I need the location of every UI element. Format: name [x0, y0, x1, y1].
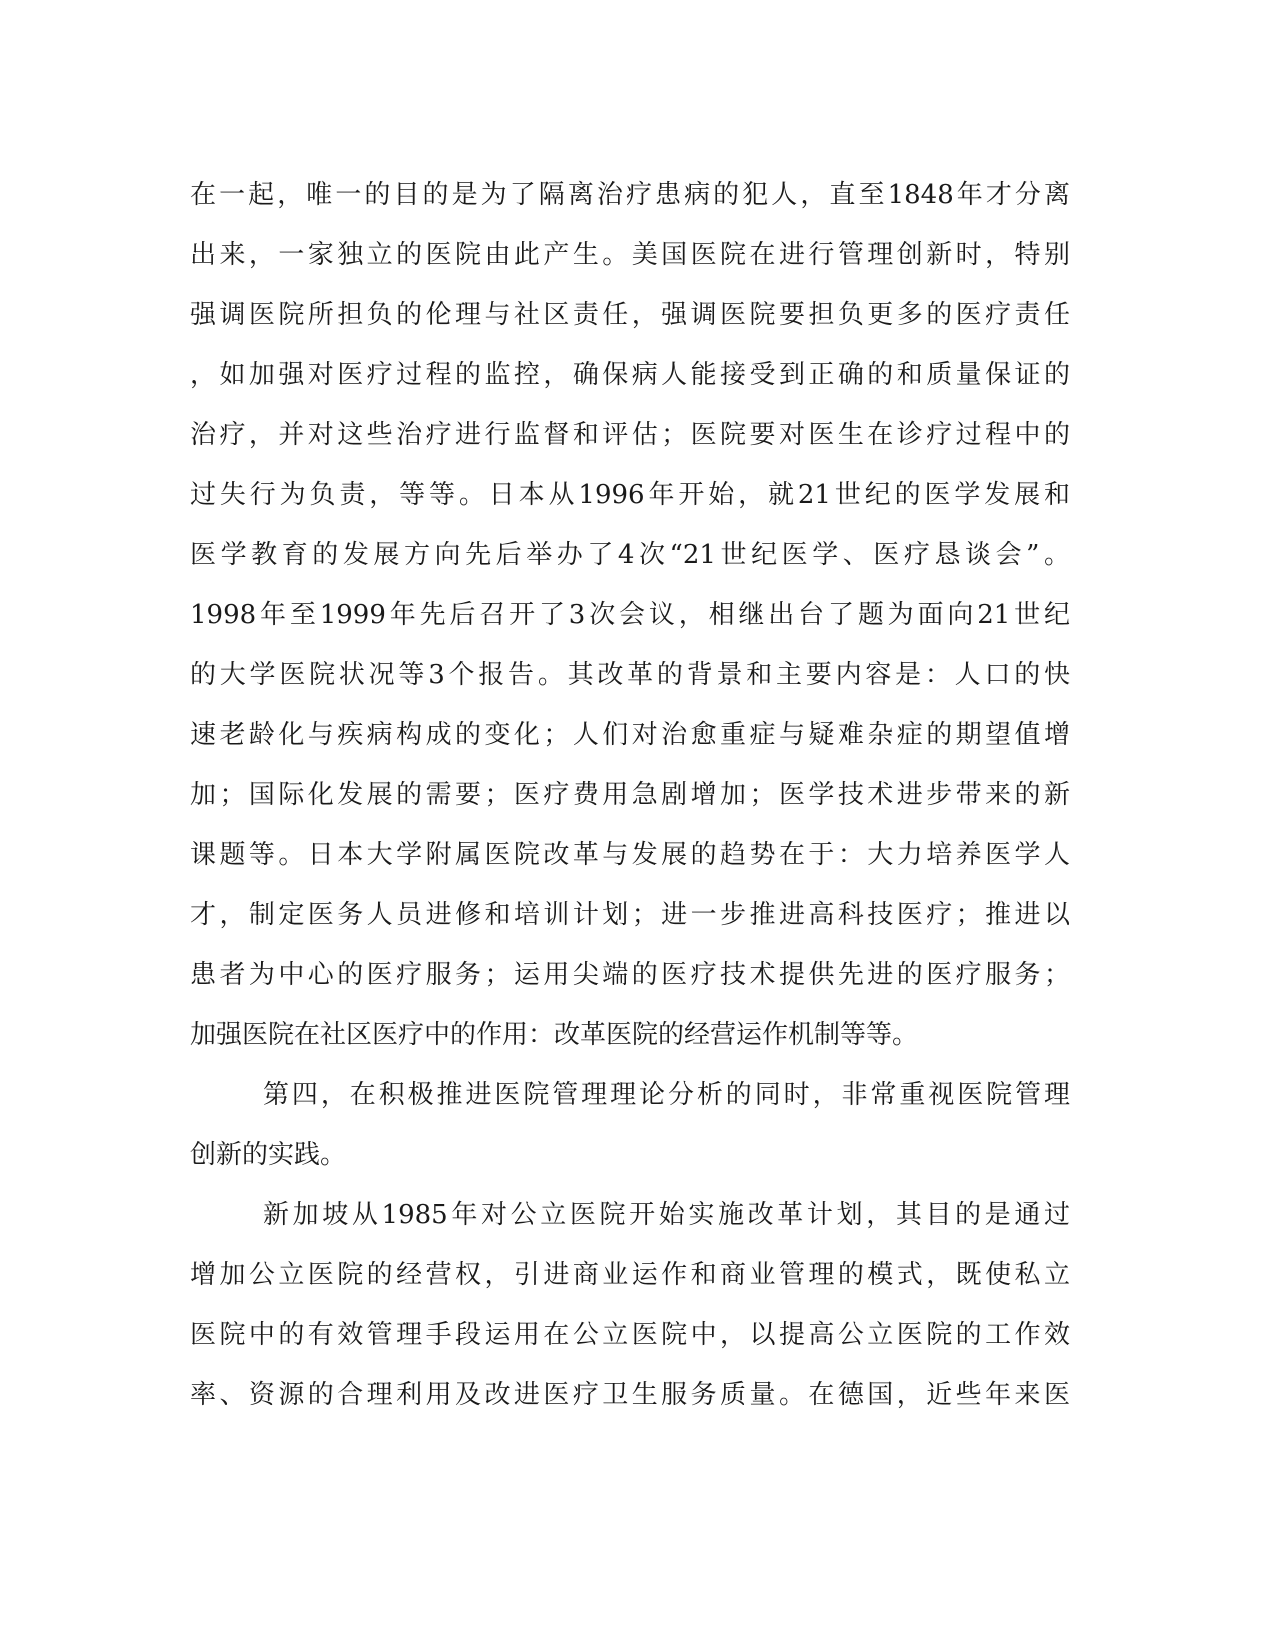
paragraph-line: 出来，一家独立的医院由此产生。美国医院在进行管理创新时，特别 [190, 240, 1070, 270]
paragraph-line: 1998年至1999年先后召开了3次会议，相继出台了题为面向21世纪 [190, 600, 1070, 630]
paragraph-line: 的大学医院状况等3个报告。其改革的背景和主要内容是：人口的快 [190, 660, 1070, 690]
paragraph-line: 过失行为负责，等等。日本从1996年开始，就21世纪的医学发展和 [190, 480, 1070, 510]
paragraph-line: 创新的实践。 [190, 1140, 347, 1170]
body-text [190, 165, 1070, 1425]
paragraph-line: 加强医院在社区医疗中的作用：改革医院的经营运作机制等等。 [190, 1020, 919, 1050]
paragraph-line: 率、资源的合理利用及改进医疗卫生服务质量。在德国，近些年来医 [190, 1380, 1070, 1410]
paragraph-line: 加；国际化发展的需要；医疗费用急剧增加；医学技术进步带来的新 [190, 780, 1070, 810]
paragraph-line: 医院中的有效管理手段运用在公立医院中，以提高公立医院的工作效 [190, 1320, 1070, 1350]
paragraph-line: 才，制定医务人员进修和培训计划；进一步推进高科技医疗；推进以 [190, 900, 1070, 930]
paragraph-line: 治疗，并对这些治疗进行监督和评估；医院要对医生在诊疗过程中的 [190, 420, 1070, 450]
paragraph-line: 课题等。日本大学附属医院改革与发展的趋势在于：大力培养医学人 [190, 840, 1070, 870]
paragraph-line: 患者为中心的医疗服务；运用尖端的医疗技术提供先进的医疗服务； [190, 960, 1070, 990]
paragraph-line: 强调医院所担负的伦理与社区责任，强调医院要担负更多的医疗责任 [190, 300, 1070, 330]
paragraph-line: ，如加强对医疗过程的监控，确保病人能接受到正确的和质量保证的 [190, 360, 1070, 390]
paragraph-line: 医学教育的发展方向先后举办了4次“21世纪医学、医疗恳谈会”。 [190, 540, 1070, 570]
paragraph-line: 增加公立医院的经营权，引进商业运作和商业管理的模式，既使私立 [190, 1260, 1070, 1290]
paragraph-line: 速老龄化与疾病构成的变化；人们对治愈重症与疑难杂症的期望值增 [190, 720, 1070, 750]
paragraph-line: 在一起，唯一的目的是为了隔离治疗患病的犯人，直至1848年才分离 [190, 180, 1070, 210]
paragraph-line: 新加坡从1985年对公立医院开始实施改革计划，其目的是通过 [263, 1200, 1070, 1230]
paragraph-line: 第四，在积极推进医院管理理论分析的同时，非常重视医院管理 [263, 1080, 1070, 1110]
